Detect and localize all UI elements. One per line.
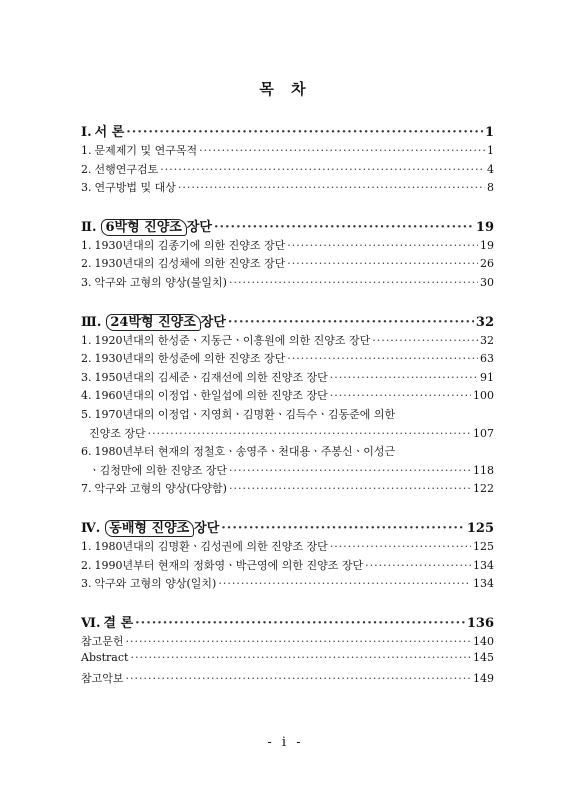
entry-number: 2.: [81, 352, 92, 366]
toc-entry-text: [81, 557, 363, 573]
toc-entry-text: [81, 575, 216, 591]
toc-entry-text: [81, 274, 227, 290]
toc-section: [81, 216, 494, 293]
section-page-number: 32: [475, 314, 494, 330]
entry-label: 선행연구검토: [94, 162, 159, 176]
dot-leader: [229, 482, 471, 495]
toc-entry[interactable]: [81, 179, 494, 198]
dot-leader: [160, 163, 485, 176]
toc-section: [81, 517, 494, 594]
section-page-number: 1: [484, 125, 494, 140]
entry-label: 참고악보: [81, 671, 124, 685]
toc-section: [81, 121, 494, 198]
section-numeral: Ⅱ.: [81, 219, 97, 235]
entry-label: 진양조 장단: [89, 426, 146, 440]
dot-leader: [287, 257, 478, 270]
dot-leader: [229, 464, 471, 477]
dot-leader: [372, 334, 478, 347]
entry-page-number: 30: [480, 275, 494, 289]
dot-leader: [126, 125, 483, 140]
toc-entry-text: [89, 425, 146, 441]
section-heading-suffix: 장단: [200, 314, 226, 330]
entry-page-number: 118: [473, 463, 494, 477]
entry-page-number: 19: [480, 238, 494, 252]
entry-label: 악구와 고형의 양상(불일치): [94, 275, 227, 289]
section-heading-text: [81, 121, 124, 140]
entry-page-number: 134: [473, 558, 494, 572]
toc-section-heading[interactable]: [81, 216, 494, 237]
toc-entry[interactable]: [81, 274, 494, 293]
entry-number: 1.: [81, 333, 92, 347]
section-page-number: 19: [475, 219, 494, 235]
toc-entry[interactable]: [81, 480, 494, 499]
entry-label: 1980년대의 김명환ㆍ김성권에 의한 진양조 장단: [94, 539, 328, 553]
toc-section: [81, 612, 494, 689]
dot-leader: [229, 276, 478, 289]
toc-entry-text: [81, 237, 285, 253]
toc-section-heading[interactable]: [81, 311, 494, 332]
toc-entry-text: [81, 443, 395, 459]
toc-entry[interactable]: [81, 387, 494, 406]
toc-entry[interactable]: [81, 425, 494, 444]
dot-leader: [330, 389, 471, 402]
entry-label: 1950년대의 김세준ㆍ김재선에 의한 진양조 장단: [94, 370, 328, 384]
toc-entry[interactable]: [81, 538, 494, 557]
section-heading-text: [81, 311, 226, 330]
dot-leader: [330, 540, 471, 553]
toc-entry[interactable]: [81, 369, 494, 388]
toc-entry[interactable]: [81, 443, 494, 462]
entry-label: 악구와 고형의 양상(일치): [94, 577, 217, 591]
entry-label: 1930년대의 김성채에 의한 진양조 장단: [94, 257, 286, 271]
entry-number: 6.: [81, 445, 92, 459]
entry-page-number: 107: [473, 426, 494, 440]
toc-section-heading[interactable]: [81, 121, 494, 142]
entry-page-number: 8: [487, 181, 494, 195]
section-heading-boxed: 24박형 진양조: [106, 314, 200, 331]
dot-leader: [214, 220, 474, 235]
toc-entry[interactable]: [81, 350, 494, 369]
toc-entry[interactable]: [81, 332, 494, 351]
toc-entry-text: [81, 670, 124, 686]
page-number-footer: - i -: [267, 735, 304, 750]
page-title: 목 차: [259, 80, 312, 98]
section-page-number: 136: [466, 615, 494, 631]
section-heading-boxed: 동배형 진양조: [105, 520, 194, 537]
toc-entry-text: [89, 462, 227, 478]
entry-page-number: 63: [480, 352, 494, 366]
section-heading-suffix: 장단: [194, 520, 220, 536]
section-heading-label: 서 론: [94, 125, 125, 140]
toc-entry[interactable]: [81, 161, 494, 180]
dot-leader: [287, 239, 478, 252]
toc-entry-text: [81, 387, 328, 403]
toc-entry[interactable]: [81, 255, 494, 274]
entry-label: 참고문헌: [81, 634, 124, 648]
dot-leader: [228, 315, 474, 330]
section-heading-text: [81, 612, 133, 631]
toc-entry-text: [81, 350, 285, 366]
dot-leader: [178, 181, 485, 194]
dot-leader: [218, 577, 471, 590]
entry-page-number: 149: [473, 671, 494, 685]
section-page-number: 125: [466, 520, 494, 536]
section-heading-text: [81, 517, 219, 536]
entry-number: 2.: [81, 558, 92, 572]
toc-entry-text: [81, 406, 395, 422]
toc-entry[interactable]: [81, 557, 494, 576]
dot-leader: [221, 521, 465, 536]
entry-page-number: 1: [487, 144, 494, 157]
toc-entry-text: [81, 255, 285, 271]
toc-entry[interactable]: [81, 633, 494, 652]
entry-number: 1.: [81, 539, 92, 553]
entry-label: 1960년대의 이정업ㆍ한일섭에 의한 진양조 장단: [94, 389, 328, 403]
toc-entry[interactable]: [81, 670, 494, 689]
entry-number: 2.: [81, 257, 92, 271]
toc-entry[interactable]: [81, 142, 494, 161]
section-numeral: Ⅳ.: [81, 520, 101, 536]
entry-label: 악구와 고형의 양상(다양함): [94, 482, 227, 496]
dot-leader: [330, 371, 478, 384]
entry-label: 1930년대의 김종기에 의한 진양조 장단: [94, 238, 286, 252]
entry-label: 연구방법 및 대상: [94, 181, 176, 195]
dot-leader: [199, 144, 485, 157]
entry-page-number: 125: [473, 539, 494, 553]
toc-entry-text: [81, 633, 124, 649]
toc-entry[interactable]: [81, 575, 494, 594]
toc-entry-text: [81, 651, 128, 664]
dot-leader: [126, 672, 471, 685]
entry-page-number: 32: [480, 333, 494, 347]
toc-entry-text: [81, 179, 176, 195]
dot-leader: [130, 651, 471, 664]
entry-number: 2.: [81, 162, 92, 176]
entry-label: 문제제기 및 연구목적: [94, 144, 198, 157]
toc-entry-text: [81, 538, 328, 554]
entry-label: 1980년부터 현재의 정철호ㆍ송영주ㆍ천대용ㆍ주봉신ㆍ이성근: [94, 445, 396, 459]
entry-label: 1970년대의 이정업ㆍ지영희ㆍ김명환ㆍ김득수ㆍ김동준에 의한: [94, 407, 396, 421]
entry-page-number: 100: [473, 389, 494, 403]
toc-entry[interactable]: [81, 406, 494, 425]
section-heading-suffix: 장단: [186, 219, 212, 235]
entry-page-number: 140: [473, 634, 494, 648]
dot-leader: [148, 427, 471, 440]
section-numeral: Ⅰ.: [81, 125, 92, 140]
section-heading-boxed: 6박형 진양조: [101, 219, 186, 236]
entry-number: 3.: [81, 181, 92, 195]
section-heading-text: [81, 216, 212, 235]
dot-leader: [365, 559, 471, 572]
toc-section-heading[interactable]: [81, 517, 494, 538]
entry-label: 1930년대의 한성준에 의한 진양조 장단: [94, 352, 286, 366]
entry-page-number: 26: [480, 257, 494, 271]
toc-entry[interactable]: [81, 651, 494, 670]
toc-entry-text: [81, 480, 227, 496]
dot-leader: [135, 616, 465, 631]
section-numeral: Ⅲ.: [81, 314, 102, 330]
entry-number: 4.: [81, 389, 92, 403]
entry-label: 1990년부터 현재의 정화영ㆍ박근영에 의한 진양조 장단: [94, 558, 364, 572]
toc-entry-text: [81, 332, 370, 348]
toc-entry-text: [81, 369, 328, 385]
entry-number: 3.: [81, 275, 92, 289]
section-numeral: Ⅵ.: [81, 615, 101, 631]
table-of-contents: [81, 121, 494, 706]
entry-number: 3.: [81, 370, 92, 384]
entry-page-number: 4: [487, 162, 494, 176]
entry-label: 1920년대의 한성준ㆍ지동근ㆍ이흥원에 의한 진양조 장단: [94, 333, 371, 347]
toc-section-heading[interactable]: [81, 612, 494, 633]
dot-leader: [287, 352, 478, 365]
toc-section: [81, 311, 494, 499]
toc-entry-text: [81, 161, 158, 177]
entry-number: 1.: [81, 238, 92, 252]
toc-entry-text: [81, 142, 197, 158]
entry-number: 7.: [81, 482, 92, 496]
entry-page-number: 91: [480, 370, 494, 384]
dot-leader: [126, 635, 471, 648]
entry-number: 1.: [81, 144, 92, 157]
entry-page-number: 134: [473, 577, 494, 591]
section-heading-label: 결 론: [103, 615, 134, 631]
entry-page-number: 145: [473, 651, 494, 665]
entry-page-number: 122: [473, 482, 494, 496]
entry-number: 3.: [81, 577, 92, 591]
toc-entry[interactable]: [81, 237, 494, 256]
entry-number: 5.: [81, 407, 92, 421]
toc-entry[interactable]: [81, 462, 494, 481]
entry-label: ㆍ김청만에 의한 진양조 장단: [89, 463, 228, 477]
entry-label: Abstract: [81, 651, 129, 665]
